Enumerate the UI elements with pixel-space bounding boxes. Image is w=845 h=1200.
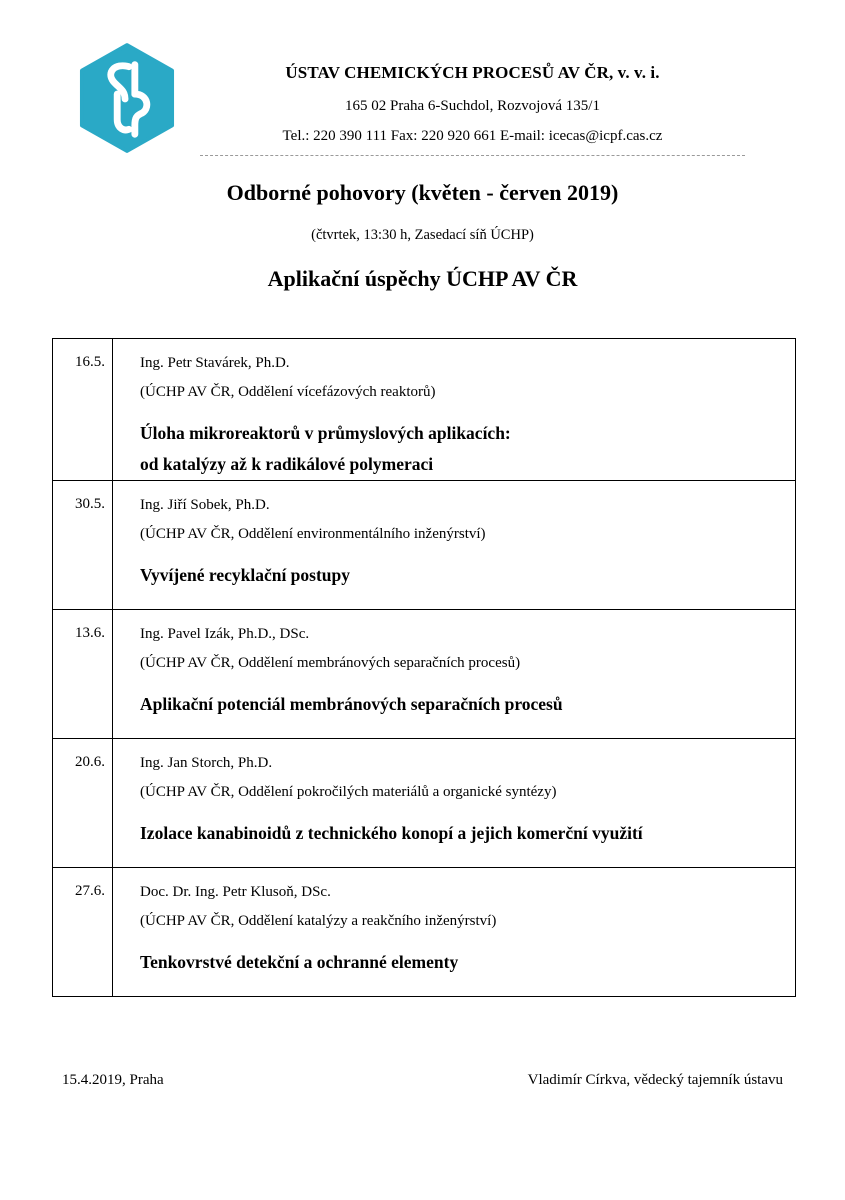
footer-date-place: 15.4.2019, Praha <box>62 1072 164 1088</box>
series-title: Aplikační úspěchy ÚCHP AV ČR <box>267 266 578 291</box>
talk-title-line: Vyvíjené recyklační postupy <box>140 565 351 585</box>
institute-name: ÚSTAV CHEMICKÝCH PROCESŮ AV ČR, v. v. i. <box>285 63 660 82</box>
talk-info <box>113 481 796 610</box>
page-subtitle: (čtvrtek, 13:30 h, Zasedací síň ÚCHP) <box>311 227 534 243</box>
speaker-affiliation: (ÚCHP AV ČR, Oddělení vícefázových reaktorů) <box>140 384 436 400</box>
talk-title <box>140 689 795 720</box>
speaker-name: Ing. Pavel Izák, Ph.D., DSc. <box>140 626 310 642</box>
talk-date: 27.6. <box>53 868 113 997</box>
talk-info <box>113 739 796 868</box>
speaker-name: Ing. Jan Storch, Ph.D. <box>140 755 273 771</box>
page-title: Odborné pohovory (květen - červen 2019) <box>226 180 619 205</box>
talk-title <box>140 818 795 849</box>
talk-date: 16.5. <box>53 339 113 481</box>
speaker-affiliation: (ÚCHP AV ČR, Oddělení environmentálního inženýrství) <box>140 526 486 542</box>
header-divider <box>200 155 745 156</box>
table-row <box>53 610 796 739</box>
talk-date: 20.6. <box>53 739 113 868</box>
talk-date: 13.6. <box>53 610 113 739</box>
speaker-affiliation: (ÚCHP AV ČR, Oddělení katalýzy a reakčního inženýrství) <box>140 913 497 929</box>
talk-title-line: Úloha mikroreaktorů v průmyslových aplikacích: <box>140 423 511 443</box>
talk-title <box>140 560 795 591</box>
talk-info <box>113 339 796 481</box>
table-row <box>53 481 796 610</box>
table-row <box>53 339 796 481</box>
talk-title-line: Aplikační potenciál membránových separačních procesů <box>140 694 563 714</box>
speaker-name: Ing. Jiří Sobek, Ph.D. <box>140 497 270 513</box>
uchp-logo-icon <box>78 42 176 154</box>
speaker-name: Doc. Dr. Ing. Petr Klusoň, DSc. <box>140 884 331 900</box>
table-row <box>53 739 796 868</box>
speaker-affiliation: (ÚCHP AV ČR, Oddělení membránových separačních procesů) <box>140 655 521 671</box>
talk-title-line: Izolace kanabinoidů z technického konopí a jejich komerční využití <box>140 823 643 843</box>
table-row <box>53 868 796 997</box>
talk-info <box>113 868 796 997</box>
institute-contact: Tel.: 220 390 111 Fax: 220 920 661 E-mail: icecas@icpf.cas.cz <box>282 128 663 144</box>
footer-signature: Vladimír Církva, vědecký tajemník ústavu <box>527 1072 783 1088</box>
speaker-name: Ing. Petr Stavárek, Ph.D. <box>140 355 290 371</box>
institute-address: 165 02 Praha 6-Suchdol, Rozvojová 135/1 <box>345 98 600 114</box>
talk-title-line: Tenkovrstvé detekční a ochranné elementy <box>140 952 459 972</box>
talk-date: 30.5. <box>53 481 113 610</box>
schedule-table <box>52 338 796 997</box>
speaker-affiliation: (ÚCHP AV ČR, Oddělení pokročilých materiálů a organické syntézy) <box>140 784 557 800</box>
talk-title-line: od katalýzy až k radikálové polymeraci <box>140 454 434 474</box>
talk-info <box>113 610 796 739</box>
talk-title <box>140 418 795 480</box>
talk-title <box>140 947 795 978</box>
